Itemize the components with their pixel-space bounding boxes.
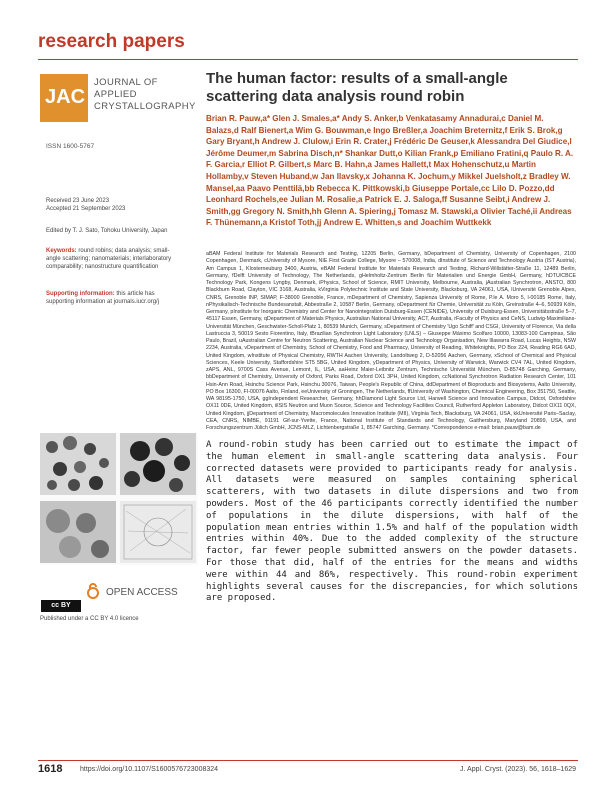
keywords	[46, 247, 184, 271]
supporting-info	[46, 290, 184, 306]
keywords-text: round robins; data analysis; small-angle scattering; nanomaterials; interlaboratory comparability; nanostructure quantification	[46, 248, 172, 270]
license-badge: cc BY	[41, 600, 81, 612]
keywords-label: Keywords:	[46, 248, 77, 254]
issn: ISSN 1600-5767	[46, 143, 95, 150]
received-date: Received 23 June 2023	[46, 198, 110, 204]
journal-citation: J. Appl. Cryst. (2023). 56, 1618–1629	[460, 766, 576, 773]
micrograph-panel-1	[40, 433, 116, 495]
journal-logo	[40, 74, 88, 122]
journal-abbrev: JAC	[45, 86, 86, 108]
journal-name-line1: JOURNAL OF	[94, 77, 158, 88]
open-access-icon	[86, 583, 100, 599]
abstract: A round-robin study has been carried out to estimate the impact of the human element in small-angle scattering data analysis. Four corrected datasets were provided to participants ready for analysis. All datasets were measured on samples containing spherical scatterers, with two datasets in dilute dispersions and two from powders. Most of the 46 participants correctly identified the number of populations in the dilute dispersions, with half of the population mean entries within 1.5% and half of the population width entries within 40%. Due to the added complexity of the structure factor, far fewer people submitted answers on the powder datasets. For those that did, half of the entries for the means and widths were within 44 and 86%, respectively. This round-robin experiment highlights several causes for the discrepancies, for which solutions are proposed.	[206, 440, 578, 604]
micrograph-panel-4	[120, 501, 196, 563]
journal-name	[94, 77, 204, 113]
open-access-label: OPEN ACCESS	[106, 587, 178, 598]
supporting-info-label: Supporting information:	[46, 291, 115, 297]
author-list: Brian R. Pauw,a* Glen J. Smales,a* Andy S. Anker,b Venkatasamy Annadurai,c Daniel M. Balazs,d Ralf Bienert,a Wim G. Bouwman,e Ingo Breßler,a Joachim Breternitz,f Erik S. Brok,g Gary Bryant,h Andrew J. Clulow,i Erin R. Crater,j Frédéric De Geuser,k Alessandra Del Giudice,l Jérôme Deumer,m Sabrina Disch,n* Shankar Dutt,o Kilian Frank,p Emiliano Fratini,q Paulo R. A. F. Garcia,r Elliot P. Gilbert,s Marc B. Hahn,a James Hallett,t Max Hohenschutz,u Martin Hollamby,v Steven Huband,w Jan Ilavsky,x Johanna K. Jochum,y Mikkel Juelsholt,z Bradley W. Mansel,aa Paavo Penttilä,bb Rebecca K. Pittkowski,b Giuseppe Portale,cc Lilo D. Pozzo,dd Leonhard Rochels,ee Julian M. Rosalie,a Patrick E. J. Saloga,ff Susanne Seibt,i Andrew J. Smith,gg Gregory N. Smith,hh Glenn A. Spiering,j Tomasz M. Stawski,a Olivier Taché,ii Andreas F. Thünemann,a Kristof Toth,jj Andrew E. Whitten,s and Joachim Wuttkekk	[206, 114, 574, 228]
accepted-date: Accepted 21 September 2023	[46, 206, 126, 212]
journal-name-line2: APPLIED	[94, 89, 137, 100]
article-title: The human factor: results of a small-angle scattering data analysis round robin	[206, 70, 508, 105]
article-dates	[46, 197, 125, 213]
doi-link[interactable]: https://doi.org/10.1107/S1600576723008324	[80, 766, 219, 773]
micrograph-panel-3	[40, 501, 116, 563]
footer-rule	[38, 760, 578, 761]
edited-by: Edited by T. J. Sato, Tohoku University, Japan	[46, 228, 168, 234]
page-number: 1618	[38, 763, 63, 775]
journal-name-line3: CRYSTALLOGRAPHY	[94, 101, 196, 112]
supporting-info-text: this article has supporting information at journals.iucr.org/j	[46, 291, 160, 305]
section-heading: research papers	[38, 31, 185, 52]
micrograph-panel-2	[120, 433, 196, 495]
affiliations: aBAM Federal Institute for Materials Research and Testing, 12205 Berlin, Germany, bDepartment of Chemistry, University of Copenhagen, 2100 Copenhagen, Denmark, cUniversity of Mysore, NIE First Grade College, Mysore – 570008, India, dInstitute of Science and Technology Austria (IST Austria), Am Campus 1, Klosterneuburg 3400, Austria, eBAM Federal Institute for Materials Research and Testing, Richard-Willstätter-Straße 11, 12489 Berlin, Germany, fDelft University of Technology, The Netherlands, gHelmholtz-Zentrum Berlin für Materialien und Energie GmbH, Germany, hDTU/CBCE Technology Park, Kongens Lyngby, Denmark, iPhysics, School of Science, RMIT University, Melbourne, Australia, jAustralian Synchrotron, ANSTO, 800 Blackburn Road, Clayton, VIC 3168, Australia, kVirginia Polytechnic Institute and State University, Blacksburg, VA 24061, USA, lUniversité Grenoble Alpes, CNRS, Grenoble INP, SIMAP, F-38000 Grenoble, France, mDepartment of Chemistry, Sapienza University of Rome, P.le A. Moro 5, I-00185 Rome, Italy, nPhysikalisch-Technische Bundesanstalt, Abbestraße 2, 10587 Berlin, Germany, oDepartment für Chemie, Universität zu Köln, Greinstraße 4–6, 50939 Köln, Germany, pInstitute for Inorganic Chemistry and Center for Nanointegration Duisburg-Essen (CENIDE), University of Duisburg-Essen, Universitätsstraße 5–7, 45117 Essen, Germany, qDepartment of Materials Physics, Australian National University, ACT, Australia, rFaculty of Physics and CeNS, Ludwig-Maximilians-Universität München, Geschwister-Scholl-Platz 1, 80539 Munich, Germany, sDepartment of Chemistry 'Ugo Schiff' and CSGI, University of Florence, Via della Lastruccia 3, 50019 Sesto Fiorentino, Italy, tBrazilian Synchrotron Light Laboratory (LNLS) – Giuseppe Máximo Scolfaro 10000, 13083-100 Campinas, São Paulo, Brazil, uAustralian Centre for Neutron Scattering, Australian Nuclear Science and Technology Organisation, New Illawarra Road, Lucas Heights, NSW 2234, Australia, vDepartment of Chemistry, School of Chemistry, Food and Pharmacy, University of Reading, Whiteknights, PO Box 224, Reading RG6 6AD, United Kingdom, wInstitute of Physical Chemistry, RWTH Aachen University, Landoltweg 2, D-52056 Aachen, Germany, xSchool of Chemical and Physical Sciences, Keele University, Staffordshire ST5 5BG, United Kingdom, yDepartment of Physics, University of Warwick, Warwick CV4 7AL, United Kingdom, zAPS, ANL, 9700S Cass Avenue, Lemont, IL, USA, aaHeinz Maier-Leibnitz Zentrum, Technische Universität München, D-85748 Garching, Germany, bbDepartment of Chemistry, University of Oxford, Parks Road, Oxford OX1 3PH, United Kingdom, ccNational Synchrotron Radiation Research Center, 101 Hsin-Ann Road, Hsinchu Science Park, Hsinchu 30076, Taiwan, People's Republic of China, ddDepartment of Bioproducts and Biosystems, Aalto University, PO Box 16300, FI-00076 Aalto, Finland, eeUniversity of Groningen, The Netherlands, ffUniversity of Washington, Chemical Engineering, Box 351750, Seattle, WA 98195-1750, USA, ggIndependent Researcher, Germany, hhDiamond Light Source Ltd, Harwell Science and Innovation Campus, Didcot, Oxfordshire OX11 0DE, United Kingdom, iiISIS Neutron and Muon Source, Science and Technology Facilities Council, Rutherford Appleton Laboratory, Didcot OX11 0QX, United Kingdom, jjDepartment of Chemistry, Macromolecules Innovation Institute (MII), Virginia Tech, Blacksburg, VA 24061, USA, kkUniversité Paris–Saclay, CEA, CNRS, NIMBE, 91191 Gif-sur-Yvette, France, National Institute of Standards and Technology, Gaithersburg, Maryland 20899, USA, and Forschungszentrum Jülich GmbH, JCNS-MLZ, Lichtenbergstraße 1, 85747 Garching, Germany. *Correspondence e-mail: brian.pauw@bam.de	[206, 251, 576, 431]
header-rule	[38, 59, 578, 60]
license-text: Published under a CC BY 4.0 licence	[40, 616, 139, 622]
graphical-abstract	[40, 433, 198, 565]
